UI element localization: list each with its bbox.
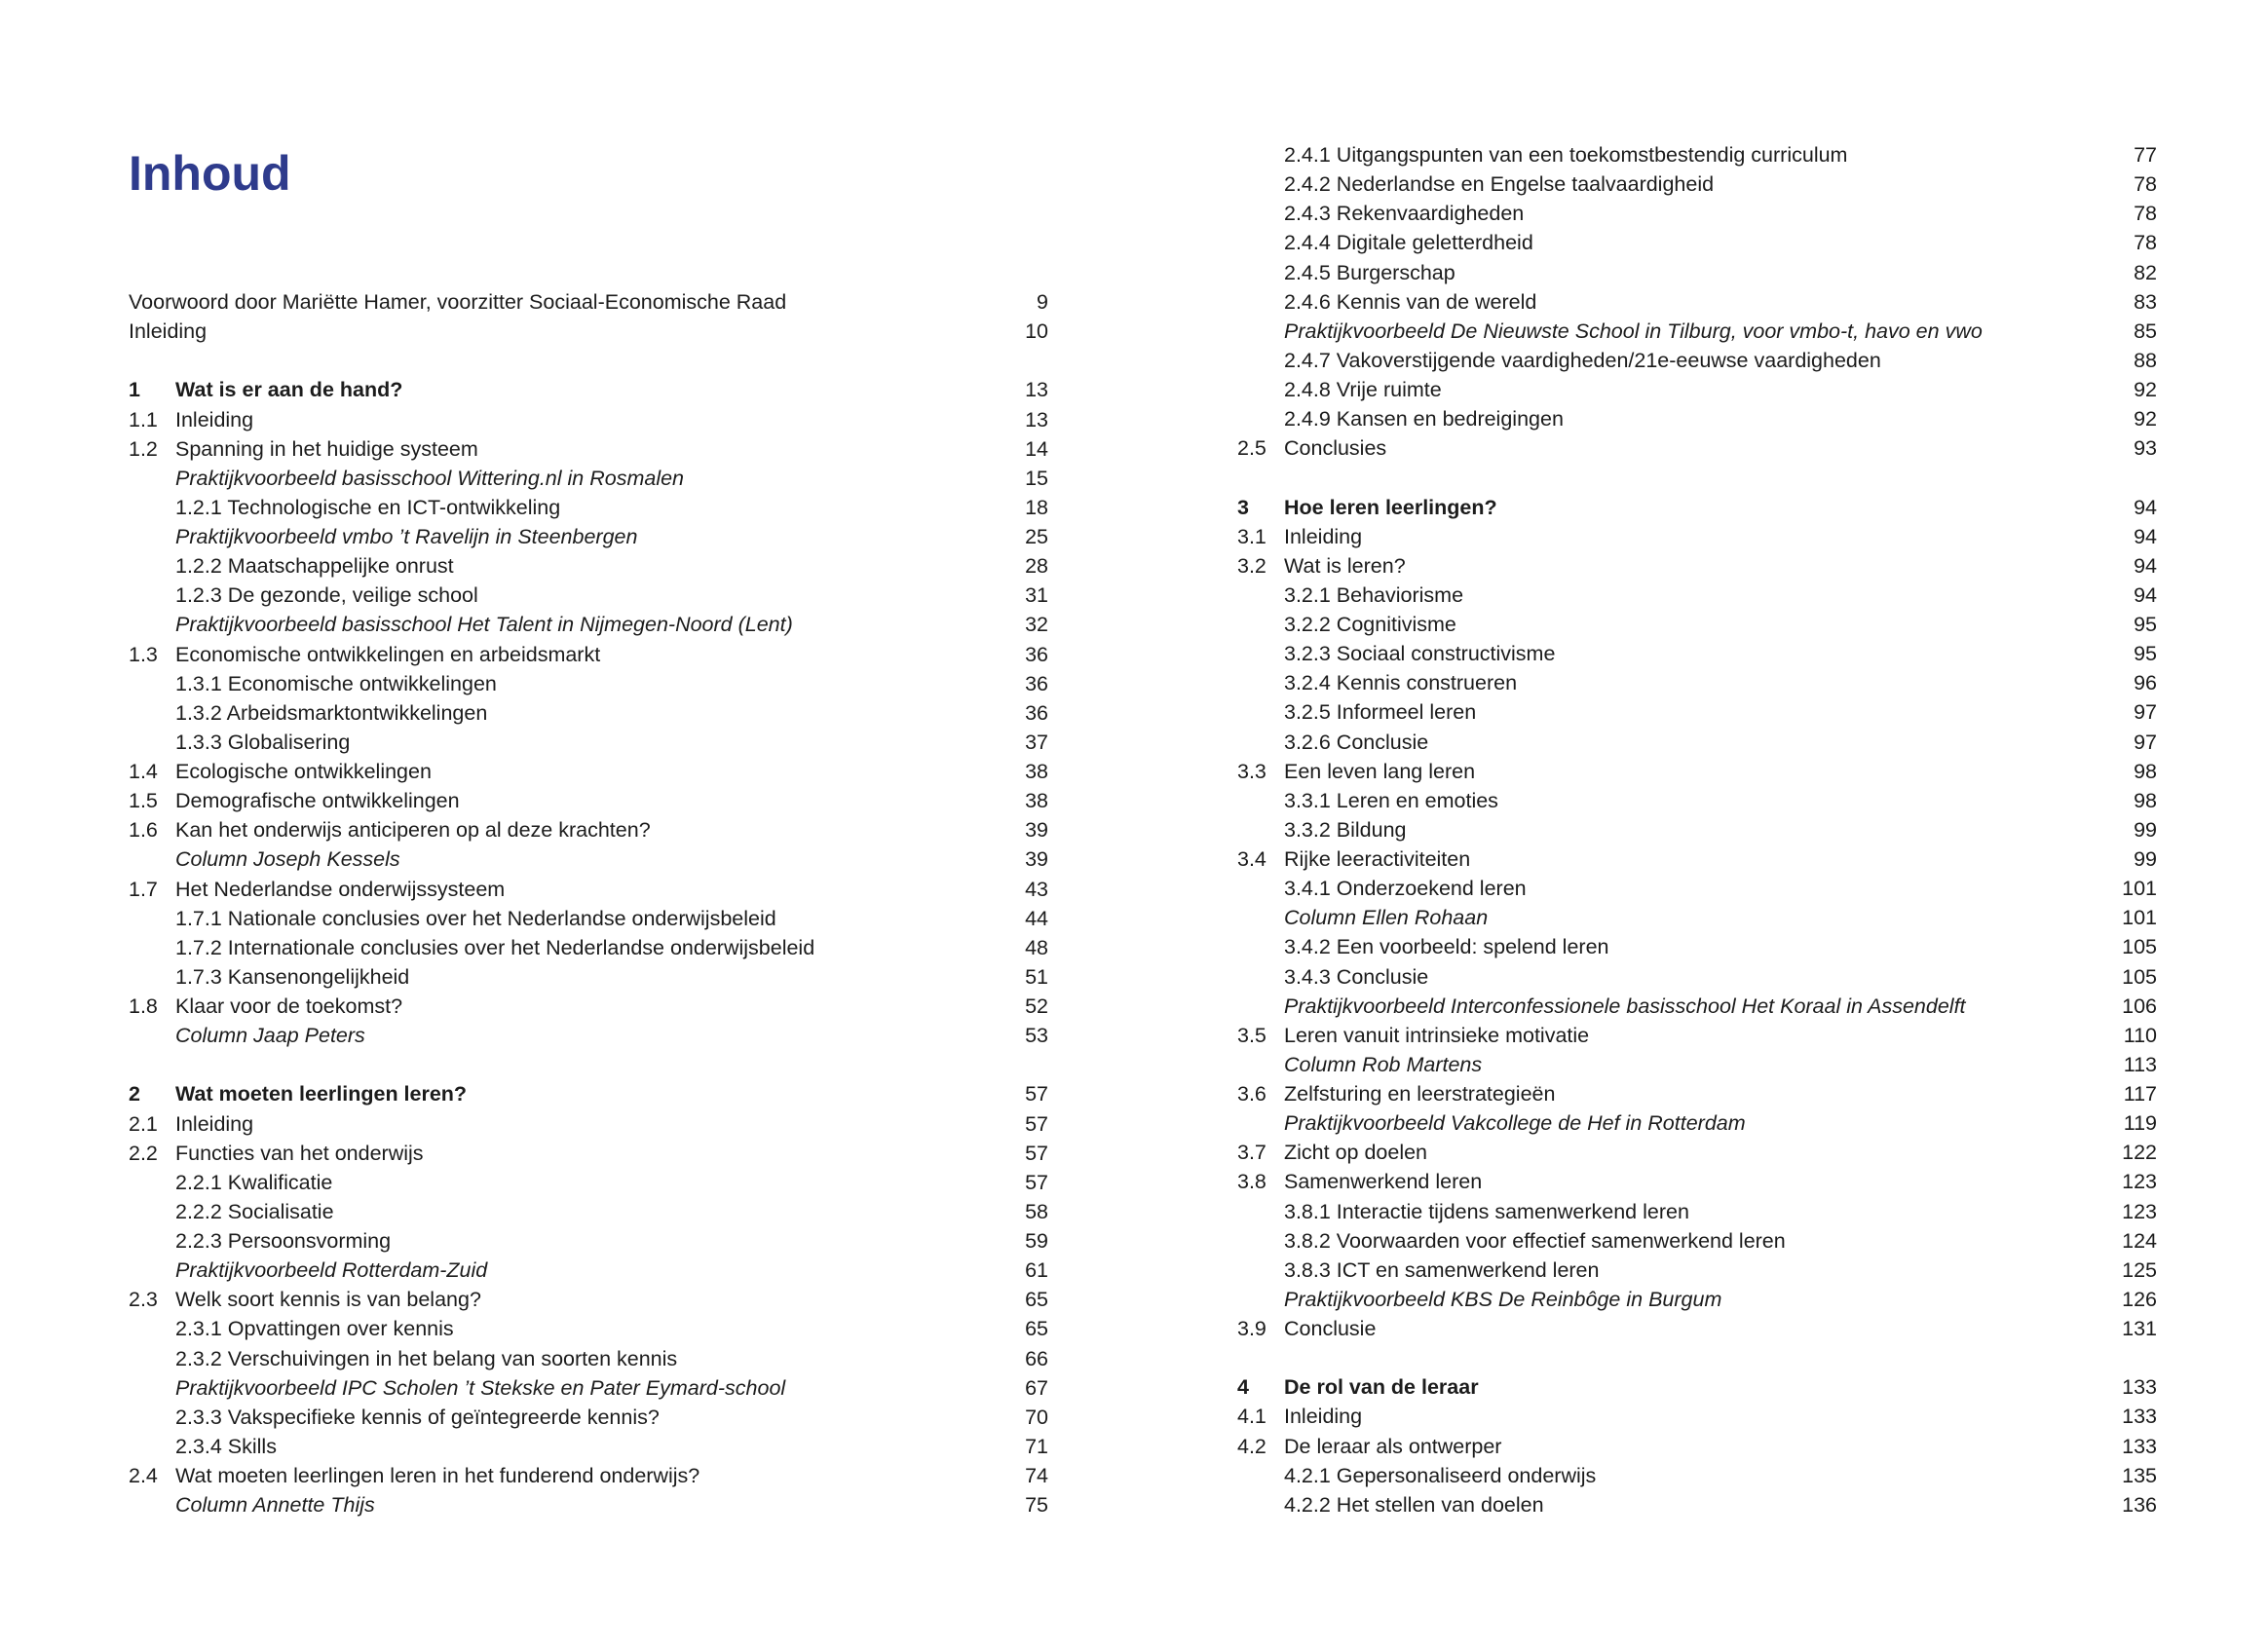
toc-entry-title: Ecologische ontwikkelingen: [175, 760, 432, 783]
toc-entry-title: Een leven lang leren: [1284, 759, 1476, 783]
toc-entry-row[interactable]: [129, 551, 1048, 581]
toc-entry-row[interactable]: [129, 933, 1048, 962]
toc-entry-number: 1: [129, 378, 140, 402]
toc-page-number: 94: [2134, 495, 2157, 519]
toc-page-number: 117: [2123, 1082, 2157, 1106]
toc-entry-row[interactable]: [1237, 551, 2157, 581]
toc-entry-title: Samenwerkend leren: [1284, 1170, 1483, 1194]
toc-entry-title: Spanning in het huidige systeem: [175, 436, 478, 461]
toc-entry-row[interactable]: [1237, 522, 2157, 551]
toc-page-number: 15: [1025, 466, 1048, 490]
toc-entry-row[interactable]: [1237, 903, 2157, 932]
toc-entry-row[interactable]: [1237, 346, 2157, 375]
toc-entry-row[interactable]: [1237, 1197, 2157, 1226]
toc-page-number: 39: [1025, 818, 1048, 843]
toc-entry-row[interactable]: [1237, 1461, 2157, 1490]
toc-entry-title: Functies van het onderwijs: [175, 1141, 424, 1165]
page-title: Inhoud: [129, 146, 291, 201]
toc-page-number: 13: [1025, 407, 1048, 431]
toc-page-number: 36: [1025, 700, 1048, 725]
toc-entry-row[interactable]: [1237, 140, 2157, 169]
toc-entry-title: 4.2.2 Het stellen van doelen: [1284, 1492, 1544, 1517]
toc-entry-row[interactable]: [1237, 1314, 2157, 1343]
toc-page-number: 57: [1025, 1170, 1048, 1194]
toc-entry-row[interactable]: [129, 1403, 1048, 1432]
toc-page-number: 92: [2134, 378, 2157, 401]
toc-entry-row[interactable]: [1237, 1432, 2157, 1461]
toc-entry-row[interactable]: [129, 1197, 1048, 1226]
toc-entry-title: Praktijkvoorbeeld basisschool Het Talent in Nijmegen-Noord (Lent): [175, 613, 793, 637]
toc-entry-title: 3.4.1 Onderzoekend leren: [1284, 877, 1527, 901]
toc-entry-row[interactable]: [1237, 932, 2157, 961]
toc-page-number: 75: [1025, 1493, 1048, 1518]
toc-entry-row[interactable]: [1237, 1402, 2157, 1431]
toc-entry-title: 2.2.3 Persoonsvorming: [175, 1229, 392, 1253]
toc-page-number: 78: [2134, 172, 2157, 197]
toc-page-number: 39: [1025, 847, 1048, 872]
toc-page-number: 74: [1025, 1464, 1048, 1487]
toc-entry-title: 3.2.5 Informeel leren: [1284, 700, 1477, 725]
toc-page-number: 97: [2134, 700, 2157, 725]
toc-page-number: 94: [2134, 582, 2157, 607]
toc-page-number: 119: [2123, 1111, 2157, 1136]
toc-entry-row[interactable]: [129, 1256, 1048, 1285]
toc-entry-title: Praktijkvoorbeeld basisschool Wittering.nl in Rosmalen: [175, 466, 685, 490]
toc-entry-row[interactable]: [1237, 375, 2157, 404]
toc-entry-row[interactable]: [129, 904, 1048, 933]
toc-entry-title: 1.3.3 Globalisering: [175, 730, 351, 754]
toc-entry-title: Wat is er aan de hand?: [175, 378, 403, 402]
toc-entry-row[interactable]: [1237, 815, 2157, 844]
toc-entry-title: Column Annette Thijs: [175, 1493, 375, 1518]
toc-entry-title: Inleiding: [1284, 1405, 1363, 1429]
toc-page-number: 125: [2122, 1257, 2157, 1282]
toc-entry-row[interactable]: [129, 405, 1048, 434]
toc-page-number: 99: [2134, 817, 2157, 842]
toc-entry-row[interactable]: [129, 728, 1048, 757]
toc-entry-row[interactable]: [1237, 169, 2157, 199]
toc-page-number: 98: [2134, 788, 2157, 812]
toc-entry-title: 1.2.1 Technologische en ICT-ontwikkeling: [175, 495, 561, 519]
toc-entry-title: 3.2.1 Behaviorisme: [1284, 582, 1464, 607]
toc-page-number: 101: [2122, 877, 2157, 901]
toc-entry-title: 2.4.8 Vrije ruimte: [1284, 378, 1442, 401]
toc-entry-title: Wat moeten leerlingen leren?: [175, 1082, 468, 1106]
toc-entry-title: 1.2.2 Maatschappelijke onrust: [175, 554, 454, 579]
toc-entry-number: 3.6: [1237, 1082, 1266, 1106]
toc-entry-title: Economische ontwikkelingen en arbeidsmarkt: [175, 642, 601, 666]
toc-entry-title: 2.4.3 Rekenvaardigheden: [1284, 202, 1525, 226]
toc-page-number: 57: [1025, 1141, 1048, 1165]
toc-page-number: 88: [2134, 348, 2157, 372]
toc-page-number: 61: [1025, 1258, 1048, 1283]
toc-entry-number: 4: [1237, 1375, 1249, 1400]
toc-entry-row[interactable]: [129, 786, 1048, 815]
toc-page-number: 98: [2134, 759, 2157, 783]
toc-entry-title: 3.8.1 Interactie tijdens samenwerkend leren: [1284, 1199, 1689, 1223]
toc-entry-title: 3.8.2 Voorwaarden voor effectief samenwerkend leren: [1284, 1228, 1786, 1253]
toc-entry-row[interactable]: [129, 610, 1048, 639]
toc-page-number: 66: [1025, 1346, 1048, 1370]
toc-entry-number: 1.6: [129, 818, 158, 843]
toc-entry-title: 1.7.2 Internationale conclusies over het Nederlandse onderwijsbeleid: [175, 935, 815, 959]
toc-entry-row[interactable]: [129, 317, 1048, 346]
toc-page-number: 97: [2134, 730, 2157, 754]
toc-entry-number: 1.3: [129, 642, 158, 666]
toc-page-number: 9: [1037, 290, 1048, 314]
toc-entry-title: De leraar als ontwerper: [1284, 1434, 1502, 1458]
toc-entry-title: Praktijkvoorbeeld Vakcollege de Hef in Rotterdam: [1284, 1111, 1746, 1136]
toc-entry-row[interactable]: [1237, 1256, 2157, 1285]
toc-page-number: 52: [1025, 994, 1048, 1018]
toc-entry-title: 2.3.2 Verschuivingen in het belang van soorten kennis: [175, 1346, 678, 1370]
toc-page-number: 95: [2134, 642, 2157, 666]
toc-entry-number: 3: [1237, 495, 1249, 519]
toc-entry-row[interactable]: [129, 1285, 1048, 1314]
toc-entry-title: 3.3.2 Bildung: [1284, 817, 1407, 842]
toc-entry-row[interactable]: [129, 640, 1048, 669]
toc-entry-title: Wat moeten leerlingen leren in het funderend onderwijs?: [175, 1464, 700, 1487]
toc-entry-row[interactable]: [1237, 786, 2157, 815]
toc-entry-title: Praktijkvoorbeeld Rotterdam-Zuid: [175, 1258, 488, 1283]
toc-page-number: 67: [1025, 1375, 1048, 1400]
toc-entry-row[interactable]: [1237, 962, 2157, 992]
toc-left-column: [129, 287, 1048, 1519]
toc-page-number: 133: [2122, 1434, 2157, 1458]
toc-entry-row[interactable]: [1237, 317, 2157, 346]
toc-page-number: 58: [1025, 1199, 1048, 1223]
toc-entry-title: 2.2.1 Kwalificatie: [175, 1170, 333, 1194]
toc-entry-number: 4.1: [1237, 1405, 1266, 1429]
toc-entry-title: 4.2.1 Gepersonaliseerd onderwijs: [1284, 1463, 1597, 1487]
toc-entry-row[interactable]: [129, 757, 1048, 786]
toc-entry-row[interactable]: [129, 1226, 1048, 1256]
toc-page-number: 38: [1025, 789, 1048, 813]
toc-page-number: 43: [1025, 877, 1048, 901]
toc-entry-row[interactable]: [1237, 844, 2157, 874]
toc-page-number: 135: [2122, 1463, 2157, 1487]
toc-entry-row[interactable]: [129, 464, 1048, 493]
toc-chapter-row[interactable]: [1237, 1372, 2157, 1402]
toc-entry-row[interactable]: [129, 1344, 1048, 1373]
toc-entry-title: Demografische ontwikkelingen: [175, 789, 460, 813]
toc-entry-row[interactable]: [1237, 1021, 2157, 1050]
toc-entry-title: Column Ellen Rohaan: [1284, 906, 1489, 930]
toc-page-number: 85: [2134, 319, 2157, 343]
toc-entry-title: 1.7.1 Nationale conclusies over het Nederlandse onderwijsbeleid: [175, 906, 776, 930]
toc-page-number: 83: [2134, 289, 2157, 314]
toc-entry-number: 2: [129, 1082, 140, 1106]
toc-page-number: 71: [1025, 1434, 1048, 1458]
toc-entry-row[interactable]: [129, 581, 1048, 610]
toc-entry-row[interactable]: [1237, 697, 2157, 727]
toc-entry-row[interactable]: [129, 287, 1048, 317]
toc-page-number: 92: [2134, 407, 2157, 431]
toc-entry-row[interactable]: [1237, 1226, 2157, 1256]
toc-entry-title: Hoe leren leerlingen?: [1284, 495, 1497, 519]
toc-entry-title: Column Joseph Kessels: [175, 847, 400, 872]
toc-entry-title: 1.3.2 Arbeidsmarktontwikkelingen: [175, 700, 488, 725]
toc-entry-row[interactable]: [129, 1021, 1048, 1050]
toc-entry-title: 2.2.2 Socialisatie: [175, 1199, 334, 1223]
toc-entry-row[interactable]: [129, 1432, 1048, 1461]
toc-page-number: 78: [2134, 202, 2157, 226]
toc-page-number: 124: [2122, 1228, 2157, 1253]
toc-entry-number: 3.3: [1237, 759, 1266, 783]
toc-page-number: 133: [2122, 1375, 2157, 1400]
toc-entry-row[interactable]: [1237, 1050, 2157, 1079]
toc-page-number: 106: [2122, 994, 2157, 1018]
toc-page-number: 59: [1025, 1229, 1048, 1253]
toc-page-number: 105: [2122, 935, 2157, 959]
toc-page-number: 94: [2134, 553, 2157, 578]
toc-entry-row[interactable]: [1237, 610, 2157, 639]
toc-entry-number: 2.5: [1237, 436, 1266, 461]
toc-entry-row[interactable]: [129, 434, 1048, 464]
toc-page-number: 126: [2122, 1287, 2157, 1311]
toc-entry-title: 2.3.3 Vakspecifieke kennis of geïntegreerde kennis?: [175, 1405, 660, 1429]
toc-entry-title: Inleiding: [129, 319, 208, 344]
toc-page-number: 65: [1025, 1288, 1048, 1312]
toc-entry-title: Het Nederlandse onderwijssysteem: [175, 877, 506, 901]
toc-page-number: 57: [1025, 1082, 1048, 1106]
toc-entry-title: 3.2.4 Kennis construeren: [1284, 671, 1518, 695]
toc-page-number: 44: [1025, 906, 1048, 930]
toc-entry-number: 1.8: [129, 994, 158, 1018]
toc-entry-title: 2.4.4 Digitale geletterdheid: [1284, 231, 1533, 255]
toc-entry-number: 3.9: [1237, 1317, 1266, 1340]
toc-entry-number: 3.2: [1237, 553, 1266, 578]
toc-entry-title: 2.4.9 Kansen en bedreigingen: [1284, 407, 1564, 431]
toc-right-column: [1237, 140, 2157, 1519]
toc-page-number: 95: [2134, 613, 2157, 636]
toc-page-number: 123: [2122, 1199, 2157, 1223]
toc-entry-row[interactable]: [1237, 287, 2157, 317]
toc-page-number: 77: [2134, 143, 2157, 167]
toc-page-number: 13: [1025, 378, 1048, 402]
toc-entry-title: Inleiding: [1284, 524, 1363, 548]
toc-page-number: 105: [2122, 964, 2157, 989]
toc-entry-number: 1.4: [129, 760, 158, 783]
toc-entry-title: De rol van de leraar: [1284, 1375, 1479, 1400]
toc-entry-number: 1.5: [129, 789, 158, 813]
toc-page-number: 101: [2122, 906, 2157, 930]
toc-entry-title: Praktijkvoorbeeld IPC Scholen ’t Stekske en Pater Eymard-school: [175, 1375, 786, 1400]
toc-entry-number: 2.1: [129, 1111, 158, 1136]
toc-entry-title: Leren vanuit intrinsieke motivatie: [1284, 1023, 1590, 1047]
toc-entry-title: 1.2.3 De gezonde, veilige school: [175, 583, 478, 608]
toc-entry-row[interactable]: [129, 1109, 1048, 1139]
toc-entry-title: Voorwoord door Mariëtte Hamer, voorzitter Sociaal-Economische Raad: [129, 290, 787, 314]
toc-entry-row[interactable]: [1237, 228, 2157, 257]
toc-entry-title: Praktijkvoorbeeld vmbo ’t Ravelijn in Steenbergen: [175, 525, 638, 548]
toc-entry-title: Welk soort kennis is van belang?: [175, 1288, 481, 1312]
toc-entry-number: 1.7: [129, 877, 158, 901]
toc-entry-row[interactable]: [1237, 639, 2157, 668]
toc-entry-title: 3.2.3 Sociaal constructivisme: [1284, 642, 1556, 666]
toc-entry-row[interactable]: [129, 698, 1048, 728]
toc-page-number: 36: [1025, 642, 1048, 666]
toc-page-number: 36: [1025, 671, 1048, 695]
toc-entry-number: 2.3: [129, 1288, 158, 1312]
toc-entry-title: 2.4.5 Burgerschap: [1284, 260, 1455, 284]
toc-entry-title: Praktijkvoorbeeld Interconfessionele basisschool Het Koraal in Assendelft: [1284, 994, 1966, 1018]
toc-entry-row[interactable]: [1237, 1167, 2157, 1196]
toc-entry-title: Zelfsturing en leerstrategieën: [1284, 1082, 1556, 1106]
toc-page-number: 38: [1025, 760, 1048, 783]
toc-page-number: 82: [2134, 260, 2157, 284]
toc-page-number: 70: [1025, 1405, 1048, 1429]
toc-entry-title: 3.4.2 Een voorbeeld: spelend leren: [1284, 935, 1609, 959]
toc-entry-number: 1.1: [129, 407, 158, 431]
toc-entry-title: 1.3.1 Economische ontwikkelingen: [175, 671, 497, 695]
toc-entry-row[interactable]: [129, 1168, 1048, 1197]
toc-entry-title: Inleiding: [175, 1111, 254, 1136]
toc-entry-title: Kan het onderwijs anticiperen op al deze krachten?: [175, 818, 651, 843]
toc-page-number: 136: [2122, 1492, 2157, 1517]
toc-spacer: [129, 1050, 1048, 1079]
toc-entry-row[interactable]: [1237, 1138, 2157, 1167]
toc-page-number: 99: [2134, 847, 2157, 871]
toc-entry-row[interactable]: [129, 493, 1048, 522]
toc-page-number: 25: [1025, 525, 1048, 548]
toc-entry-title: 2.3.1 Opvattingen over kennis: [175, 1317, 454, 1341]
toc-entry-row[interactable]: [129, 844, 1048, 874]
toc-entry-title: Zicht op doelen: [1284, 1141, 1428, 1165]
toc-entry-number: 3.4: [1237, 847, 1266, 871]
toc-entry-title: 3.3.1 Leren en emoties: [1284, 788, 1498, 812]
toc-entry-title: Klaar voor de toekomst?: [175, 994, 403, 1018]
toc-entry-title: 2.4.6 Kennis van de wereld: [1284, 289, 1537, 314]
toc-page-number: 37: [1025, 730, 1048, 754]
toc-entry-number: 3.7: [1237, 1141, 1266, 1165]
toc-chapter-row[interactable]: [129, 1079, 1048, 1108]
toc-entry-row[interactable]: [129, 1139, 1048, 1168]
toc-entry-row[interactable]: [129, 875, 1048, 904]
toc-entry-title: 3.4.3 Conclusie: [1284, 964, 1429, 989]
toc-entry-title: Inleiding: [175, 407, 254, 431]
toc-page-number: 122: [2122, 1141, 2157, 1165]
toc-entry-title: 3.8.3 ICT en samenwerkend leren: [1284, 1257, 1600, 1282]
toc-entry-title: 3.2.2 Cognitivisme: [1284, 613, 1456, 636]
toc-spacer: [129, 346, 1048, 375]
toc-entry-title: Wat is leren?: [1284, 553, 1406, 578]
toc-entry-row[interactable]: [1237, 199, 2157, 228]
toc-chapter-row[interactable]: [129, 375, 1048, 404]
toc-entry-row[interactable]: [129, 1314, 1048, 1343]
toc-entry-row[interactable]: [1237, 1079, 2157, 1108]
toc-entry-title: Column Rob Martens: [1284, 1052, 1483, 1076]
toc-page-number: 53: [1025, 1024, 1048, 1048]
toc-spacer: [1237, 463, 2157, 492]
toc-entry-row[interactable]: [129, 1490, 1048, 1519]
toc-entry-row[interactable]: [129, 1461, 1048, 1490]
toc-entry-number: 2.2: [129, 1141, 158, 1165]
toc-entry-row[interactable]: [129, 815, 1048, 844]
toc-entry-title: 2.4.2 Nederlandse en Engelse taalvaardigheid: [1284, 172, 1715, 197]
toc-entry-title: 2.4.7 Vakoverstijgende vaardigheden/21e-eeuwse vaardigheden: [1284, 348, 1881, 372]
toc-entry-row[interactable]: [1237, 581, 2157, 610]
toc-entry-title: Conclusie: [1284, 1317, 1377, 1340]
toc-page-number: 28: [1025, 554, 1048, 579]
toc-entry-number: 4.2: [1237, 1434, 1266, 1458]
toc-entry-number: 3.8: [1237, 1170, 1266, 1194]
toc-entry-row[interactable]: [129, 962, 1048, 992]
toc-page-number: 93: [2134, 436, 2157, 461]
toc-chapter-row[interactable]: [1237, 493, 2157, 522]
toc-entry-row[interactable]: [129, 992, 1048, 1021]
toc-page-number: 51: [1025, 964, 1048, 989]
toc-entry-row[interactable]: [1237, 757, 2157, 786]
toc-page-number: 57: [1025, 1111, 1048, 1136]
toc-entry-title: Column Jaap Peters: [175, 1024, 365, 1048]
toc-entry-row[interactable]: [129, 1373, 1048, 1403]
toc-entry-number: 1.2: [129, 436, 158, 461]
toc-page-number: 113: [2123, 1052, 2157, 1076]
toc-page-number: 18: [1025, 495, 1048, 519]
toc-entry-row[interactable]: [1237, 874, 2157, 903]
toc-page-number: 78: [2134, 231, 2157, 255]
toc-entry-row[interactable]: [1237, 404, 2157, 433]
toc-entry-number: 2.4: [129, 1464, 158, 1487]
toc-entry-row[interactable]: [1237, 992, 2157, 1021]
toc-entry-row[interactable]: [1237, 728, 2157, 757]
toc-page-number: 14: [1025, 436, 1048, 461]
toc-page-number: 31: [1025, 583, 1048, 608]
toc-entry-title: Praktijkvoorbeeld De Nieuwste School in Tilburg, voor vmbo-t, havo en vwo: [1284, 319, 1983, 343]
toc-entry-title: 1.7.3 Kansenongelijkheid: [175, 964, 410, 989]
toc-page-number: 32: [1025, 613, 1048, 637]
toc-entry-row[interactable]: [1237, 433, 2157, 463]
toc-entry-title: 2.3.4 Skills: [175, 1434, 277, 1458]
toc-entry-number: 3.1: [1237, 524, 1266, 548]
toc-entry-title: Conclusies: [1284, 436, 1387, 461]
toc-page-number: 133: [2122, 1405, 2157, 1429]
toc-page-number: 48: [1025, 935, 1048, 959]
toc-page-number: 65: [1025, 1317, 1048, 1341]
toc-entry-row[interactable]: [1237, 258, 2157, 287]
toc-page-number: 10: [1025, 319, 1048, 344]
toc-entry-number: 3.5: [1237, 1023, 1266, 1047]
toc-entry-row[interactable]: [1237, 1108, 2157, 1138]
toc-entry-row[interactable]: [1237, 668, 2157, 697]
toc-entry-row[interactable]: [129, 669, 1048, 698]
toc-entry-row[interactable]: [129, 522, 1048, 551]
toc-page-number: 123: [2122, 1170, 2157, 1194]
toc-spacer: [1237, 1343, 2157, 1372]
toc-page-number: 94: [2134, 524, 2157, 548]
toc-page-number: 110: [2123, 1023, 2157, 1047]
toc-entry-title: Rijke leeractiviteiten: [1284, 847, 1471, 871]
toc-entry-title: 2.4.1 Uitgangspunten van een toekomstbestendig curriculum: [1284, 143, 1848, 167]
toc-entry-row[interactable]: [1237, 1490, 2157, 1519]
toc-page-number: 96: [2134, 671, 2157, 695]
toc-entry-title: Praktijkvoorbeeld KBS De Reinbôge in Burgum: [1284, 1287, 1722, 1311]
toc-entry-row[interactable]: [1237, 1285, 2157, 1314]
toc-entry-title: 3.2.6 Conclusie: [1284, 730, 1429, 754]
toc-page-number: 131: [2122, 1317, 2157, 1340]
